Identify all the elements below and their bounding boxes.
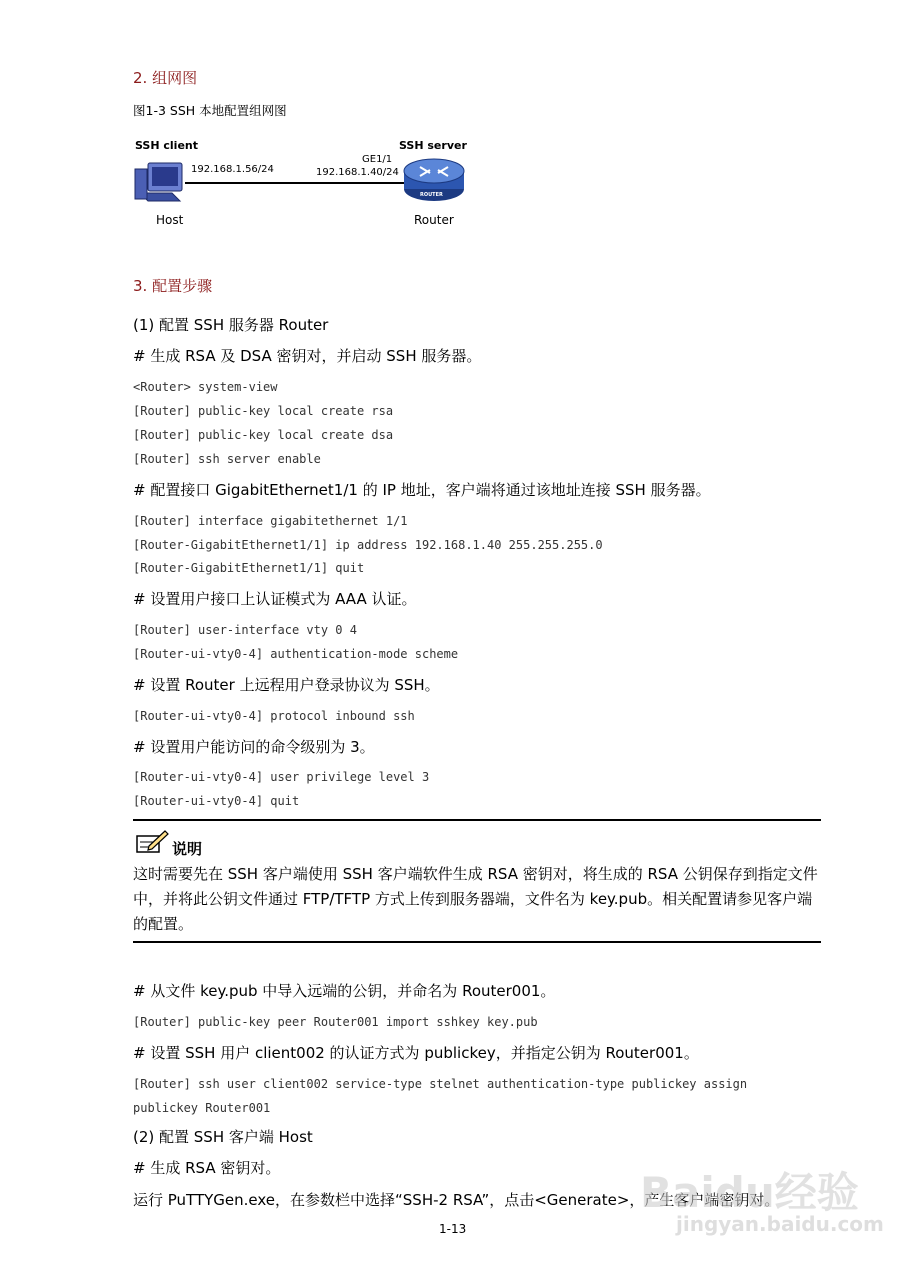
puttygen-instruction: 运行 PuTTYGen.exe，在参数栏中选择“SSH-2 RSA”，点击<Generate>，产生客户端密钥对。 (133, 1191, 780, 1209)
note-title: 说明 (172, 840, 203, 858)
router-badge: ROUTER (420, 192, 443, 198)
code-line: [Router-ui-vty0-4] quit (133, 794, 300, 808)
comment-generate-keys: # 生成 RSA 及 DSA 密钥对，并启动 SSH 服务器。 (133, 347, 482, 365)
comment-import-key: # 从文件 key.pub 中导入远端的公钥，并命名为 Router001。 (133, 982, 556, 1000)
step-2-heading: (2) 配置 SSH 客户端 Host (133, 1128, 313, 1146)
code-line: [Router] ssh user client002 service-type stelnet authentication-type publickey assign (133, 1077, 748, 1091)
note-top-rule (133, 819, 821, 821)
comment-login-protocol: # 设置 Router 上远程用户登录协议为 SSH。 (133, 676, 440, 694)
code-line: [Router-ui-vty0-4] user privilege level 3 (133, 770, 430, 784)
comment-configure-interface: # 配置接口 GigabitEthernet1/1 的 IP 地址，客户端将通过该地址连接 SSH 服务器。 (133, 481, 711, 499)
code-line: [Router-ui-vty0-4] authentication-mode scheme (133, 647, 459, 661)
host-label: Host (156, 213, 184, 227)
comment-auth-mode: # 设置用户接口上认证模式为 AAA 认证。 (133, 590, 417, 608)
server-port-label: GE1/1 (362, 154, 393, 165)
code-line: [Router-ui-vty0-4] protocol inbound ssh (133, 709, 415, 723)
note-bottom-rule (133, 941, 821, 943)
server-label: SSH server (399, 139, 467, 152)
code-line: [Router-GigabitEthernet1/1] quit (133, 561, 365, 575)
comment-ssh-user: # 设置 SSH 用户 client002 的认证方式为 publickey，并指定公钥为 Router001。 (133, 1044, 699, 1062)
section-title-network: 2. 组网图 (133, 69, 198, 87)
comment-privilege-level: # 设置用户能访问的命令级别为 3。 (133, 738, 375, 756)
code-line: [Router] public-key local create rsa (133, 404, 394, 418)
page-number: 1-13 (439, 1222, 467, 1236)
code-line: [Router] public-key local create dsa (133, 428, 394, 442)
code-line: [Router-GigabitEthernet1/1] ip address 192.168.1.40 255.255.255.0 (133, 538, 603, 552)
comment-generate-rsa: # 生成 RSA 密钥对。 (133, 1159, 281, 1177)
figure-caption: 图1-3 SSH 本地配置组网图 (133, 103, 287, 118)
code-line: [Router] ssh server enable (133, 452, 321, 466)
code-line: publickey Router001 (133, 1101, 271, 1115)
host-computer-icon (135, 163, 182, 201)
watermark-brand: Baidu经验 (640, 1168, 859, 1217)
client-label: SSH client (135, 139, 198, 152)
server-ip-label: 192.168.1.40/24 (316, 167, 399, 178)
code-line: [Router] public-key peer Router001 import sshkey key.pub (133, 1015, 538, 1029)
code-line: [Router] user-interface vty 0 4 (133, 623, 357, 637)
code-line: <Router> system-view (133, 380, 278, 394)
note-text: 这时需要先在 SSH 客户端使用 SSH 客户端软件生成 RSA 密钥对，将生成的 RSA 公钥保存到指定文件中，并将此公钥文件通过 FTP/TFTP 方式上传到服务器端，文件名为 key.pub。相关配置请参见客户端的配置。 (133, 865, 818, 933)
section-title-steps: 3. 配置步骤 (133, 277, 213, 295)
step-1-heading: (1) 配置 SSH 服务器 Router (133, 316, 329, 334)
router-label: Router (414, 213, 454, 227)
watermark-url: jingyan.baidu.com (676, 1212, 884, 1236)
note-pencil-icon (135, 828, 169, 856)
code-line: [Router] interface gigabitethernet 1/1 (133, 514, 408, 528)
client-ip-label: 192.168.1.56/24 (191, 164, 274, 175)
network-topology (130, 155, 480, 215)
